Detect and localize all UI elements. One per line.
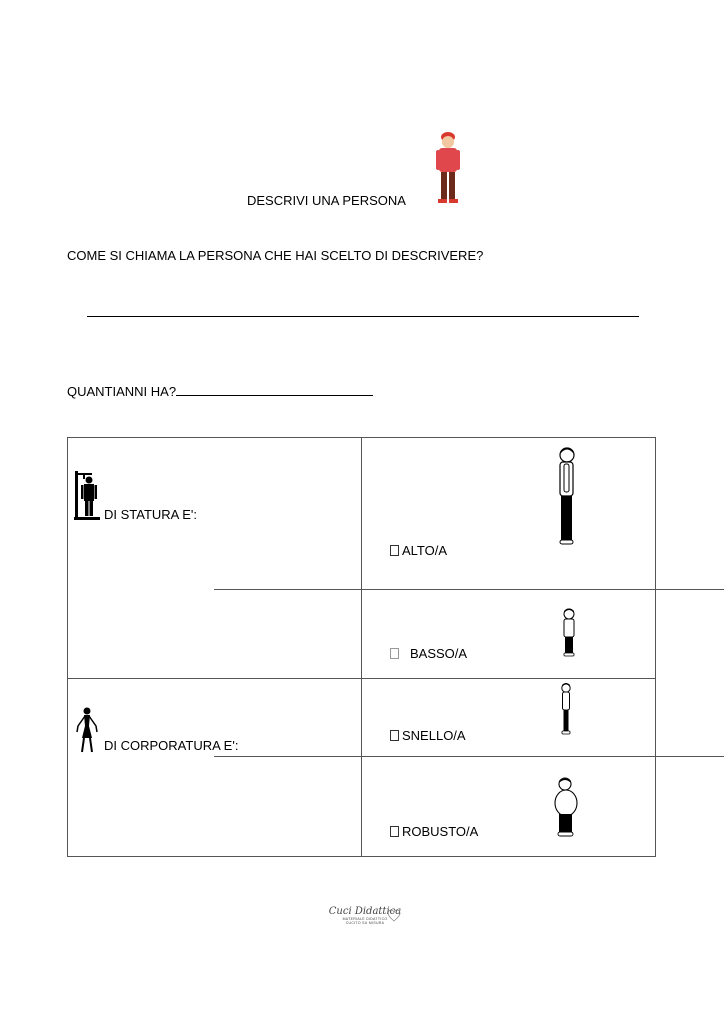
option-basso[interactable] (390, 646, 467, 661)
person-red-shirt-icon (434, 130, 462, 204)
table-row-divider (214, 756, 724, 757)
page-title: DESCRIVI UNA PERSONA (247, 193, 406, 208)
logo-subtext-1: MATERIALE DIDATTICO (342, 917, 388, 921)
table-row-divider (214, 589, 724, 590)
table-row-divider (67, 678, 656, 679)
build-label: DI CORPORATURA E': (104, 738, 239, 753)
option-robusto[interactable] (390, 824, 478, 839)
heart-icon (386, 908, 402, 922)
basso-checkbox[interactable] (390, 648, 399, 659)
tall-man-icon (555, 446, 579, 548)
age-question-row (67, 383, 373, 399)
slim-woman-icon (76, 706, 98, 754)
logo-subtext-2: CUCITO SU MISURA (345, 921, 385, 925)
age-question: QUANTIANNI HA? (67, 384, 177, 399)
alto-checkbox[interactable] (390, 545, 399, 556)
height-measure-icon (74, 469, 100, 521)
robust-man-icon (553, 777, 579, 839)
name-answer-line[interactable] (87, 316, 639, 317)
short-man-icon (561, 608, 577, 658)
logo-text: Cuci Didattica (328, 906, 402, 917)
robusto-label: ROBUSTO/A (402, 824, 479, 839)
option-snello[interactable] (390, 728, 466, 743)
basso-label: BASSO/A (410, 646, 468, 661)
alto-label: ALTO/A (402, 543, 448, 558)
table-column-divider (361, 437, 362, 857)
stature-label: DI STATURA E': (104, 507, 198, 522)
slim-man-icon (559, 683, 573, 737)
name-question: COME SI CHIAMA LA PERSONA CHE HAI SCELTO DI DESCRIVERE? (67, 248, 484, 263)
age-answer-line[interactable] (176, 383, 373, 396)
snello-checkbox[interactable] (390, 730, 399, 741)
snello-label: SNELLO/A (402, 728, 466, 743)
robusto-checkbox[interactable] (390, 826, 399, 837)
option-alto[interactable] (390, 543, 447, 558)
